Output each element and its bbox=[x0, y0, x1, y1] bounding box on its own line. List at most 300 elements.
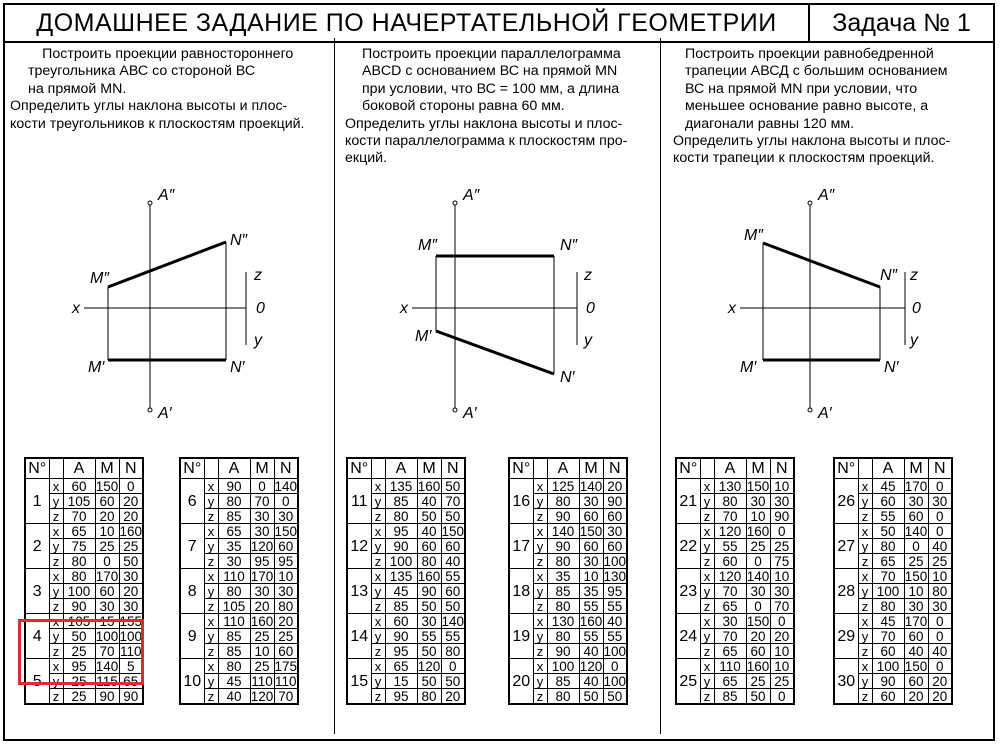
coordinate-cell: 20 bbox=[904, 689, 928, 705]
coordinate-cell: 100 bbox=[95, 628, 119, 644]
coordinate-cell: 55 bbox=[603, 629, 627, 644]
axis-label: z bbox=[371, 644, 385, 659]
coordinate-cell: 0 bbox=[746, 599, 770, 614]
coordinate-cell: 80 bbox=[714, 494, 746, 509]
coordinate-cell: 130 bbox=[714, 479, 746, 494]
axis-label: y bbox=[700, 584, 714, 599]
coordinate-cell: 50 bbox=[119, 554, 143, 569]
coordinate-cell: 0 bbox=[441, 659, 465, 674]
table-row bbox=[509, 659, 627, 674]
coordinate-cell: 50 bbox=[441, 674, 465, 689]
variant-table bbox=[179, 457, 299, 705]
coordinate-cell: 20 bbox=[274, 614, 298, 629]
variant-number: 19 bbox=[509, 614, 533, 659]
axis-label: x bbox=[858, 524, 872, 539]
coordinate-cell: 135 bbox=[385, 479, 417, 494]
coordinate-cell: 0 bbox=[928, 509, 952, 524]
coordinate-cell: 20 bbox=[746, 629, 770, 644]
axis-label: x bbox=[204, 614, 218, 629]
axis-label: y bbox=[533, 674, 547, 689]
coordinate-cell: 25 bbox=[770, 539, 794, 554]
coordinate-cell: 10 bbox=[250, 644, 274, 659]
axis-label: z bbox=[204, 509, 218, 524]
coordinate-cell: 0 bbox=[928, 614, 952, 629]
coordinate-cell: 25 bbox=[770, 674, 794, 689]
axis-label: x bbox=[49, 569, 63, 584]
coordinate-cell: 95 bbox=[63, 659, 95, 674]
variant-number: 28 bbox=[834, 569, 858, 614]
coordinate-cell: 30 bbox=[928, 494, 952, 509]
coordinate-cell: 0 bbox=[928, 524, 952, 539]
label-y: y bbox=[910, 332, 918, 349]
coordinate-cell: 0 bbox=[928, 629, 952, 644]
table-row bbox=[834, 614, 952, 629]
coordinate-cell: 70 bbox=[95, 644, 119, 659]
label-A1: A′ bbox=[818, 405, 832, 422]
coordinate-cell: 45 bbox=[872, 614, 904, 629]
variant-number: 22 bbox=[676, 524, 700, 569]
coordinate-cell: 50 bbox=[417, 509, 441, 524]
variant-number: 5 bbox=[25, 659, 49, 705]
variant-number: 21 bbox=[676, 479, 700, 524]
coordinate-cell: 160 bbox=[119, 523, 143, 539]
table-header-cell: A bbox=[714, 458, 746, 479]
coordinate-cell: 60 bbox=[603, 509, 627, 524]
coordinate-cell: 85 bbox=[547, 584, 579, 599]
coordinate-cell: 0 bbox=[928, 659, 952, 674]
coordinate-cell: 150 bbox=[95, 478, 119, 494]
axis-label: y bbox=[700, 674, 714, 689]
coordinate-cell: 70 bbox=[441, 494, 465, 509]
axis-label: z bbox=[700, 509, 714, 524]
coordinate-cell: 10 bbox=[579, 569, 603, 584]
axis-label: z bbox=[204, 599, 218, 614]
label-N2: N″ bbox=[880, 267, 898, 284]
variant-number: 25 bbox=[676, 659, 700, 705]
label-origin: 0 bbox=[912, 300, 921, 317]
text-line: ВС на прямой MN при условии, что bbox=[685, 80, 918, 97]
axis-label: z bbox=[533, 689, 547, 705]
axis-label: x bbox=[49, 479, 63, 494]
coordinate-cell: 90 bbox=[218, 479, 250, 494]
coordinate-cell: 45 bbox=[218, 674, 250, 689]
table-row bbox=[347, 524, 465, 539]
label-origin: 0 bbox=[256, 300, 265, 317]
table-row bbox=[180, 659, 298, 674]
coordinate-cell: 40 bbox=[603, 614, 627, 629]
coordinate-cell: 35 bbox=[579, 584, 603, 599]
axis-label: z bbox=[858, 644, 872, 659]
coordinate-cell: 100 bbox=[385, 554, 417, 569]
axis-label: y bbox=[858, 674, 872, 689]
label-M2: M″ bbox=[744, 227, 763, 244]
coordinate-cell: 85 bbox=[714, 689, 746, 705]
label-A1: A′ bbox=[463, 405, 477, 422]
axis-label: z bbox=[49, 509, 63, 524]
coordinate-cell: 30 bbox=[95, 599, 119, 614]
coordinate-cell: 90 bbox=[770, 509, 794, 524]
coordinate-cell: 40 bbox=[928, 644, 952, 659]
coordinate-cell: 90 bbox=[603, 494, 627, 509]
table-header-cell bbox=[49, 458, 63, 479]
coordinate-cell: 80 bbox=[547, 599, 579, 614]
coordinate-cell: 30 bbox=[274, 584, 298, 599]
coordinate-cell: 60 bbox=[579, 509, 603, 524]
coordinate-cell: 0 bbox=[250, 479, 274, 494]
axis-label: z bbox=[858, 554, 872, 569]
coordinate-cell: 30 bbox=[218, 554, 250, 569]
axis-label: z bbox=[533, 644, 547, 659]
label-M1: M′ bbox=[415, 328, 432, 345]
variant-number: 13 bbox=[347, 569, 371, 614]
axis-label: x bbox=[858, 614, 872, 629]
coordinate-cell: 80 bbox=[63, 554, 95, 569]
axis-label: x bbox=[533, 614, 547, 629]
table-header-cell bbox=[700, 458, 714, 479]
coordinate-cell: 120 bbox=[250, 688, 274, 704]
label-y: y bbox=[584, 332, 592, 349]
text-line: диагонали равны 120 мм. bbox=[685, 115, 855, 132]
table-row bbox=[834, 479, 952, 494]
axis-label: y bbox=[858, 584, 872, 599]
table-header-cell: N° bbox=[509, 458, 533, 479]
coordinate-cell: 70 bbox=[274, 689, 298, 705]
coordinate-cell: 25 bbox=[274, 629, 298, 644]
coordinate-cell: 90 bbox=[385, 629, 417, 644]
label-M2: M″ bbox=[418, 237, 437, 254]
label-M1: M′ bbox=[88, 359, 105, 376]
coordinate-cell: 65 bbox=[63, 524, 95, 539]
coordinate-cell: 0 bbox=[603, 659, 627, 674]
coordinate-cell: 70 bbox=[714, 509, 746, 524]
variant-number: 26 bbox=[834, 479, 858, 524]
coordinate-cell: 120 bbox=[579, 658, 603, 674]
coordinate-cell: 40 bbox=[417, 494, 441, 509]
coordinate-cell: 25 bbox=[63, 674, 95, 689]
label-N2: N″ bbox=[230, 232, 248, 249]
text-line: Построить проекции параллелограмма bbox=[362, 46, 621, 62]
coordinate-cell: 0 bbox=[770, 524, 794, 539]
table-header-cell: M bbox=[95, 458, 119, 479]
coordinate-cell: 105 bbox=[63, 494, 95, 509]
table-header-cell: N bbox=[770, 458, 794, 479]
variant-table bbox=[508, 457, 628, 705]
table-header-cell: N bbox=[603, 458, 627, 479]
coordinate-cell: 60 bbox=[274, 644, 298, 659]
coordinate-cell: 170 bbox=[904, 478, 928, 494]
axis-label: y bbox=[49, 539, 63, 554]
coordinate-cell: 55 bbox=[441, 569, 465, 584]
coordinate-cell: 55 bbox=[441, 629, 465, 644]
task-number: Задача № 1 bbox=[808, 5, 993, 41]
coordinate-cell: 60 bbox=[904, 629, 928, 644]
coordinate-cell: 25 bbox=[63, 689, 95, 705]
coordinate-cell: 80 bbox=[547, 689, 579, 705]
coordinate-cell: 20 bbox=[95, 509, 119, 524]
table-header-cell: N bbox=[119, 458, 143, 479]
coordinate-cell: 20 bbox=[119, 584, 143, 599]
coordinate-cell: 30 bbox=[119, 569, 143, 584]
table-header-cell: N° bbox=[180, 458, 204, 479]
axis-label: y bbox=[49, 494, 63, 509]
axis-label: z bbox=[49, 689, 63, 705]
variant-number: 29 bbox=[834, 614, 858, 659]
coordinate-cell: 150 bbox=[274, 523, 298, 539]
coordinate-cell: 60 bbox=[579, 539, 603, 554]
label-A2: A″ bbox=[463, 187, 480, 204]
coordinate-cell: 30 bbox=[904, 494, 928, 509]
coordinate-cell: 5 bbox=[119, 659, 143, 674]
coordinate-cell: 50 bbox=[417, 599, 441, 614]
table-row bbox=[509, 479, 627, 494]
variant-number: 10 bbox=[180, 659, 204, 705]
table-header-cell bbox=[858, 458, 872, 479]
coordinate-cell: 60 bbox=[63, 479, 95, 494]
table-row bbox=[509, 614, 627, 629]
axis-label: y bbox=[700, 494, 714, 509]
table-header-cell: N° bbox=[347, 458, 371, 479]
variant-number: 30 bbox=[834, 659, 858, 705]
axis-label: x bbox=[858, 479, 872, 494]
coordinate-cell: 60 bbox=[417, 539, 441, 554]
coordinate-cell: 85 bbox=[385, 494, 417, 509]
coordinate-cell: 50 bbox=[441, 479, 465, 494]
table-header-cell: A bbox=[547, 458, 579, 479]
coordinate-cell: 60 bbox=[872, 689, 904, 705]
coordinate-cell: 70 bbox=[872, 569, 904, 584]
coordinate-cell: 140 bbox=[95, 658, 119, 674]
coordinate-cell: 110 bbox=[714, 659, 746, 674]
coordinate-cell: 115 bbox=[96, 673, 118, 689]
coordinate-cell: 130 bbox=[603, 568, 627, 584]
coordinate-cell: 0 bbox=[770, 689, 794, 705]
text-line: ABCD с основанием ВС на прямой MN bbox=[362, 63, 618, 80]
axis-label: z bbox=[49, 554, 63, 569]
coordinate-cell: 70 bbox=[770, 599, 794, 614]
table-header-cell: N bbox=[274, 458, 298, 479]
coordinate-cell: 110 bbox=[218, 614, 250, 629]
text-line: Построить проекции равнобедренной bbox=[685, 46, 934, 62]
coordinate-cell: 110 bbox=[275, 673, 297, 689]
coordinate-cell: 80 bbox=[547, 554, 579, 569]
coordinate-cell: 80 bbox=[872, 599, 904, 614]
axis-label: z bbox=[204, 554, 218, 569]
coordinate-cell: 0 bbox=[904, 539, 928, 554]
coordinate-cell: 0 bbox=[95, 554, 119, 569]
drawing-3 bbox=[740, 201, 905, 412]
coordinate-cell: 65 bbox=[714, 674, 746, 689]
coordinate-cell: 80 bbox=[218, 584, 250, 599]
coordinate-cell: 0 bbox=[746, 554, 770, 569]
table-header-cell: A bbox=[218, 458, 250, 479]
coordinate-cell: 10 bbox=[770, 659, 794, 674]
coordinate-cell: 110 bbox=[218, 569, 250, 584]
axis-label: y bbox=[371, 629, 385, 644]
axis-label: y bbox=[204, 584, 218, 599]
coordinate-cell: 20 bbox=[603, 479, 627, 494]
coordinate-cell: 135 bbox=[385, 569, 417, 584]
coordinate-cell: 30 bbox=[417, 614, 441, 629]
axis-label: x bbox=[533, 524, 547, 539]
label-z: z bbox=[910, 267, 918, 284]
coordinate-cell: 100 bbox=[872, 659, 904, 674]
coordinate-cell: 0 bbox=[770, 614, 794, 629]
coordinate-cell: 20 bbox=[928, 674, 952, 689]
coordinate-cell: 60 bbox=[872, 494, 904, 509]
label-N2: N″ bbox=[560, 237, 578, 254]
text-line: боковой стороны равна 60 мм. bbox=[362, 98, 565, 115]
coordinate-cell: 105 bbox=[218, 599, 250, 614]
axis-label: x bbox=[858, 659, 872, 674]
coordinate-cell: 50 bbox=[441, 599, 465, 614]
table-row bbox=[347, 659, 465, 674]
axis-label: x bbox=[204, 524, 218, 539]
coordinate-cell: 25 bbox=[119, 539, 143, 554]
axis-label: x bbox=[204, 569, 218, 584]
coordinate-cell: 10 bbox=[928, 569, 952, 584]
coordinate-cell: 95 bbox=[385, 689, 417, 705]
coordinate-cell: 30 bbox=[770, 584, 794, 599]
coordinate-cell: 120 bbox=[417, 658, 441, 674]
coordinate-cell: 125 bbox=[547, 479, 579, 494]
coordinate-cell: 85 bbox=[547, 674, 579, 689]
coordinate-cell: 100 bbox=[603, 553, 627, 569]
variant-number: 2 bbox=[25, 524, 49, 569]
coordinate-cell: 40 bbox=[928, 539, 952, 554]
axis-label: z bbox=[533, 599, 547, 614]
label-N1: N′ bbox=[884, 359, 899, 376]
coordinate-cell: 85 bbox=[218, 644, 250, 659]
coordinate-cell: 100 bbox=[547, 659, 579, 674]
coordinate-cell: 55 bbox=[872, 509, 904, 524]
coordinate-cell: 95 bbox=[385, 524, 417, 539]
coordinate-cell: 90 bbox=[119, 689, 143, 705]
variant-number: 24 bbox=[676, 614, 700, 659]
coordinate-cell: 80 bbox=[547, 629, 579, 644]
axis-label: y bbox=[858, 539, 872, 554]
coordinate-cell: 155 bbox=[119, 613, 143, 629]
table-row bbox=[676, 524, 794, 539]
coordinate-cell: 150 bbox=[441, 523, 465, 539]
coordinate-cell: 140 bbox=[904, 523, 928, 539]
table-row bbox=[180, 524, 298, 539]
coordinate-cell: 85 bbox=[218, 629, 250, 644]
coordinate-cell: 30 bbox=[250, 524, 274, 539]
coordinate-cell: 160 bbox=[417, 478, 441, 494]
drawing-1 bbox=[84, 201, 246, 412]
coordinate-cell: 95 bbox=[385, 644, 417, 659]
coordinate-cell: 80 bbox=[417, 554, 441, 569]
text-line: кости параллелограмма к плоскостям про- bbox=[345, 133, 628, 150]
coordinate-cell: 65 bbox=[218, 524, 250, 539]
table-row bbox=[834, 524, 952, 539]
axis-label: z bbox=[533, 554, 547, 569]
coordinate-cell: 40 bbox=[218, 689, 250, 705]
coordinate-cell: 25 bbox=[746, 539, 770, 554]
axis-label: y bbox=[533, 584, 547, 599]
variant-number: 20 bbox=[509, 659, 533, 705]
coordinate-cell: 70 bbox=[63, 509, 95, 524]
coordinate-cell: 120 bbox=[714, 569, 746, 584]
coordinate-cell: 75 bbox=[63, 539, 95, 554]
coordinate-cell: 55 bbox=[579, 629, 603, 644]
coordinate-cell: 55 bbox=[603, 599, 627, 614]
coordinate-cell: 30 bbox=[904, 599, 928, 614]
axis-label: z bbox=[371, 599, 385, 614]
axis-label: x bbox=[533, 479, 547, 494]
label-M1: M′ bbox=[740, 359, 757, 376]
axis-label: y bbox=[371, 539, 385, 554]
coordinate-cell: 160 bbox=[746, 523, 770, 539]
coordinate-cell: 160 bbox=[417, 568, 441, 584]
axis-label: y bbox=[533, 629, 547, 644]
coordinate-cell: 120 bbox=[714, 524, 746, 539]
label-N1: N′ bbox=[230, 359, 245, 376]
variant-number: 1 bbox=[25, 479, 49, 524]
coordinate-cell: 0 bbox=[274, 494, 298, 509]
coordinate-cell: 65 bbox=[385, 659, 417, 674]
axis-label: y bbox=[204, 629, 218, 644]
coordinate-cell: 30 bbox=[746, 494, 770, 509]
coordinate-cell: 30 bbox=[250, 584, 274, 599]
coordinate-cell: 30 bbox=[746, 584, 770, 599]
axis-label: x bbox=[371, 614, 385, 629]
coordinate-cell: 160 bbox=[746, 658, 770, 674]
text-line: кости трапеции к плоскостям проекций. bbox=[673, 150, 935, 167]
coordinate-cell: 90 bbox=[547, 644, 579, 659]
coordinate-cell: 65 bbox=[714, 644, 746, 659]
variant-table bbox=[346, 457, 466, 705]
variant-4-highlight bbox=[18, 619, 144, 685]
label-y: y bbox=[254, 332, 262, 349]
variant-number: 12 bbox=[347, 524, 371, 569]
coordinate-cell: 170 bbox=[95, 568, 119, 584]
table-row bbox=[25, 524, 143, 539]
variant-number: 27 bbox=[834, 524, 858, 569]
coordinate-cell: 150 bbox=[746, 613, 770, 629]
variant-number: 16 bbox=[509, 479, 533, 524]
coordinate-cell: 80 bbox=[274, 599, 298, 614]
coordinate-cell: 140 bbox=[547, 524, 579, 539]
table-header-cell bbox=[204, 458, 218, 479]
table-header-cell: A bbox=[63, 458, 95, 479]
coordinate-cell: 70 bbox=[714, 584, 746, 599]
coordinate-cell: 0 bbox=[928, 479, 952, 494]
coordinate-cell: 80 bbox=[218, 659, 250, 674]
text-line: меньшее основание равно высоте, а bbox=[685, 98, 929, 115]
coordinate-cell: 95 bbox=[250, 554, 274, 569]
coordinate-cell: 65 bbox=[119, 674, 143, 689]
coordinate-cell: 10 bbox=[746, 509, 770, 524]
table-header-cell: M bbox=[904, 458, 928, 479]
axis-label: z bbox=[700, 554, 714, 569]
axis-label: y bbox=[371, 494, 385, 509]
coordinate-cell: 60 bbox=[746, 644, 770, 659]
axis-label: x bbox=[700, 479, 714, 494]
coordinate-cell: 70 bbox=[872, 629, 904, 644]
axis-label: x bbox=[49, 614, 63, 629]
axis-label: x bbox=[371, 479, 385, 494]
coordinate-cell: 0 bbox=[119, 479, 143, 494]
coordinate-cell: 30 bbox=[928, 599, 952, 614]
axis-label: x bbox=[533, 569, 547, 584]
label-z: z bbox=[584, 267, 592, 284]
coordinate-cell: 10 bbox=[770, 569, 794, 584]
table-header-cell bbox=[371, 458, 385, 479]
table-row bbox=[676, 479, 794, 494]
axis-label: y bbox=[858, 494, 872, 509]
table-row bbox=[25, 569, 143, 584]
